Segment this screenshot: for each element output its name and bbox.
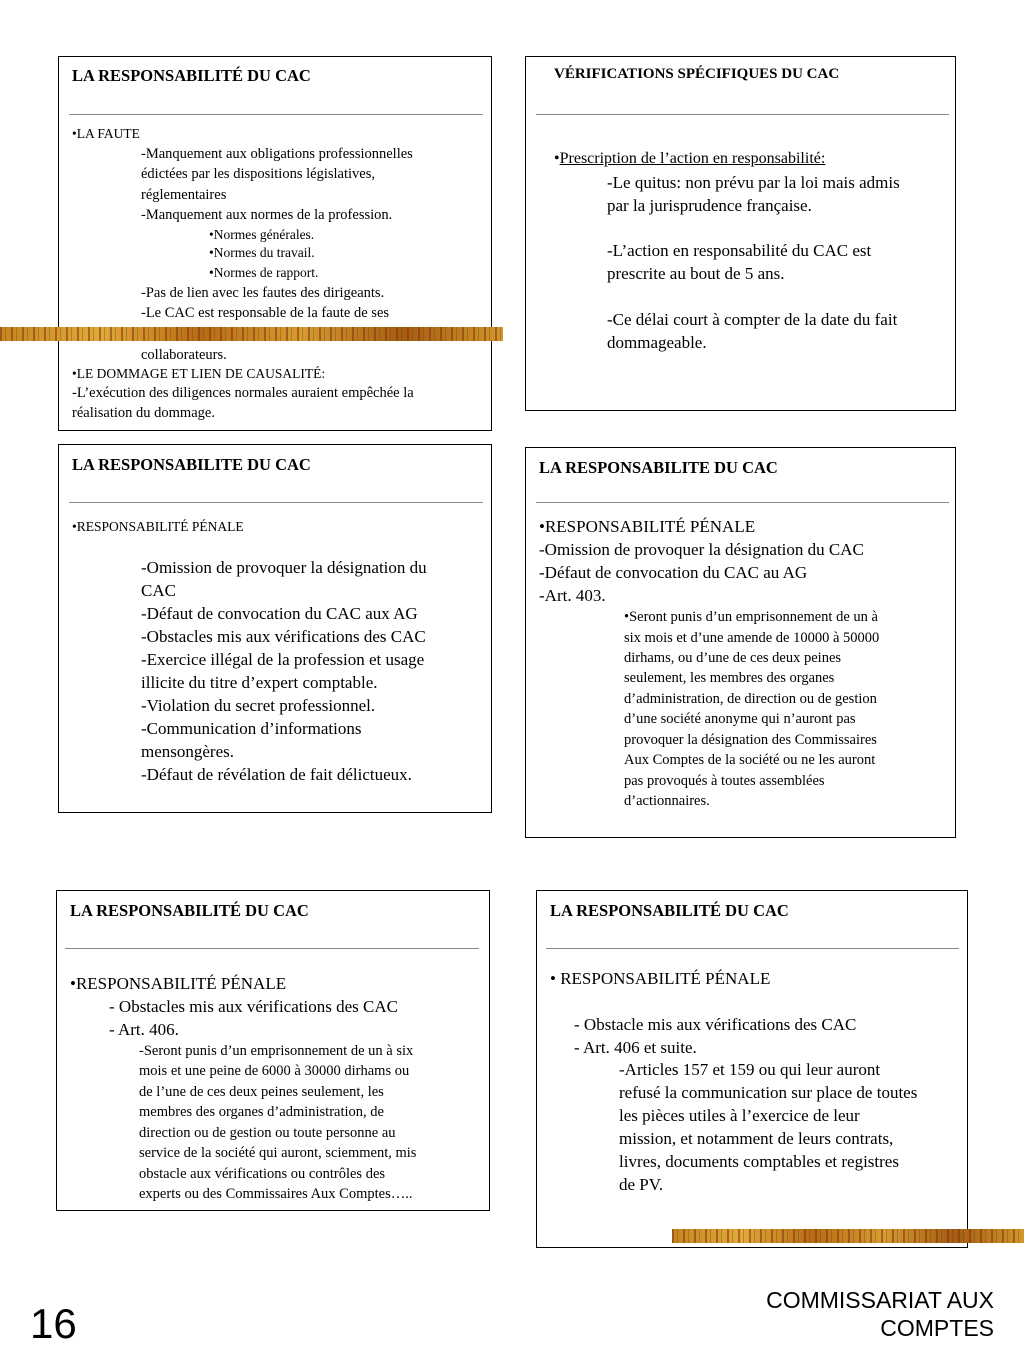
slide-2-line: dommageable.: [607, 333, 707, 352]
slide-6-line: • RESPONSABILITÉ PÉNALE: [550, 969, 771, 988]
slide-2-bullet-mark: •: [554, 150, 560, 167]
slide-1-line: •Normes de rapport.: [209, 265, 319, 280]
slide-1-line: •Normes générales.: [209, 227, 315, 242]
slide-3-line: -Défaut de révélation de fait délictueux.: [141, 765, 412, 784]
slide-5-sub-line: direction ou de gestion ou toute personne au: [139, 1125, 396, 1141]
slide-4-title: LA RESPONSABILITE DU CAC: [539, 458, 778, 477]
slide-3-title: LA RESPONSABILITE DU CAC: [72, 455, 311, 474]
decorative-stripe: [0, 327, 503, 341]
slide-2-bullet-text: Prescription de l’action en responsabilité:: [559, 150, 826, 167]
document-title-line: COMPTES: [880, 1315, 994, 1341]
slide-3-line: mensongères.: [141, 742, 235, 761]
slide-4-sub-line: provoquer la désignation des Commissaires: [624, 732, 877, 748]
slide-4-sub-line: d’une société anonyme qui n’auront pas: [624, 711, 856, 727]
slide-1: [58, 56, 492, 431]
slide-5-sub-line: mois et une peine de 6000 à 30000 dirhams ou: [139, 1063, 410, 1079]
slide-5-title: LA RESPONSABILITÉ DU CAC: [70, 901, 309, 920]
slide-5-line: - Art. 406.: [109, 1020, 179, 1039]
slide-6-line: - Art. 406 et suite.: [574, 1038, 697, 1057]
slide-3-line: CAC: [141, 581, 176, 600]
slide-3-line: -Omission de provoquer la désignation du: [141, 558, 427, 577]
slide-5-sub-line: service de la société qui auront, sciemment, mis: [139, 1145, 417, 1161]
slide-2-line: -Le quitus: non prévu par la loi mais admis: [607, 173, 900, 192]
slide-5-sub-line: -Seront punis d’un emprisonnement de un à six: [139, 1043, 414, 1059]
slide-1-line: -Le CAC est responsable de la faute de ses: [141, 305, 390, 321]
slide-6-sub-line: livres, documents comptables et registres: [619, 1152, 899, 1171]
document-title-line: COMMISSARIAT AUX: [766, 1287, 994, 1313]
slide-2-title: VÉRIFICATIONS SPÉCIFIQUES DU CAC: [554, 66, 840, 82]
slide-3-line: -Défaut de convocation du CAC aux AG: [141, 604, 418, 623]
slide-4-sub-line: seulement, les membres des organes: [624, 670, 835, 686]
slide-3-divider: [69, 502, 483, 503]
slide-1-line: •Normes du travail.: [209, 245, 315, 260]
slide-5-line: •RESPONSABILITÉ PÉNALE: [70, 974, 287, 993]
slide-1-line: -L’exécution des diligences normales auraient empêchée la: [72, 385, 414, 401]
slide-4-line: -Art. 403.: [539, 586, 606, 605]
slide-1-line: réalisation du dommage.: [72, 405, 215, 421]
slide-1-line: réglementaires: [141, 187, 227, 203]
slide-4-sub-line: d’actionnaires.: [624, 793, 710, 809]
slide-6-sub-line: de PV.: [619, 1175, 664, 1194]
slide-3-bullet: •RESPONSABILITÉ PÉNALE: [72, 519, 244, 534]
document-title: [766, 1286, 994, 1342]
slide-2-bullet: [554, 149, 825, 169]
page-number: 16: [30, 1300, 77, 1347]
slide-4-sub-line: six mois et d’une amende de 10000 à 50000: [624, 630, 880, 646]
slide-4: [525, 447, 956, 838]
slide-1-line: collaborateurs.: [141, 347, 227, 363]
slide-6-sub-line: -Articles 157 et 159 ou qui leur auront: [619, 1060, 881, 1079]
slide-1-title: LA RESPONSABILITÉ DU CAC: [72, 66, 311, 85]
slide-4-sub-line: Aux Comptes de la société ou ne les auront: [624, 752, 876, 768]
slide-6-sub-line: refusé la communication sur place de toutes: [619, 1083, 918, 1102]
slide-4-sub-line: d’administration, de direction ou de gestion: [624, 691, 877, 707]
slide-6-sub-line: les pièces utiles à l’exercice de leur: [619, 1106, 860, 1125]
slide-4-sub-line: dirhams, ou d’une de ces deux peines: [624, 650, 842, 666]
slide-4-sub-line: •Seront punis d’un emprisonnement de un à: [624, 609, 878, 625]
slide-4-line: -Omission de provoquer la désignation du CAC: [539, 540, 864, 559]
slide-2-line: -Ce délai court à compter de la date du fait: [607, 310, 898, 329]
slide-5-sub-line: de l’une de ces deux peines seulement, les: [139, 1084, 384, 1100]
slide-1-line: -Manquement aux obligations professionnelles: [141, 146, 413, 162]
slide-5-sub-line: membres des organes d’administration, de: [139, 1104, 384, 1120]
slide-5-divider: [65, 948, 479, 949]
slide-2: [525, 56, 956, 411]
slide-4-divider: [536, 502, 949, 503]
slide-1-line: -Manquement aux normes de la profession.: [141, 207, 393, 223]
decorative-stripe: [672, 1229, 1024, 1243]
slide-3-line: -Violation du secret professionnel.: [141, 696, 376, 715]
slide-2-line: prescrite au bout de 5 ans.: [607, 264, 785, 283]
slide-5: [56, 890, 490, 1211]
slide-1-line: édictées par les dispositions législatives,: [141, 166, 375, 182]
slide-1-line: •LA FAUTE: [72, 126, 140, 141]
slide-4-line: •RESPONSABILITÉ PÉNALE: [539, 517, 756, 536]
slide-6-divider: [546, 948, 959, 949]
slide-3-line: -Exercice illégal de la profession et usage: [141, 650, 425, 669]
slide-1-line: -Pas de lien avec les fautes des dirigeants.: [141, 285, 385, 301]
slide-3-line: -Communication d’informations: [141, 719, 362, 738]
slide-2-divider: [536, 114, 949, 115]
slide-2-line: par la jurisprudence française.: [607, 196, 812, 215]
slide-6-title: LA RESPONSABILITÉ DU CAC: [550, 901, 789, 920]
slide-6: [536, 890, 968, 1248]
slide-5-sub-line: obstacle aux vérifications ou contrôles des: [139, 1166, 386, 1182]
slide-5-line: - Obstacles mis aux vérifications des CAC: [109, 997, 398, 1016]
slide-6-sub-line: mission, et notamment de leurs contrats,: [619, 1129, 894, 1148]
slide-1-divider: [69, 114, 483, 115]
slide-5-sub-line: experts ou des Commissaires Aux Comptes…..: [139, 1186, 413, 1202]
slide-1-line: •LE DOMMAGE ET LIEN DE CAUSALITÉ:: [72, 366, 326, 381]
slide-4-line: -Défaut de convocation du CAC au AG: [539, 563, 808, 582]
slide-3: [58, 444, 492, 813]
slide-4-sub-line: pas provoqués à toutes assemblées: [624, 773, 825, 789]
slide-2-line: -L’action en responsabilité du CAC est: [607, 241, 872, 260]
slide-6-line: - Obstacle mis aux vérifications des CAC: [574, 1015, 857, 1034]
slide-3-line: illicite du titre d’expert comptable.: [141, 673, 378, 692]
slide-3-line: -Obstacles mis aux vérifications des CAC: [141, 627, 426, 646]
